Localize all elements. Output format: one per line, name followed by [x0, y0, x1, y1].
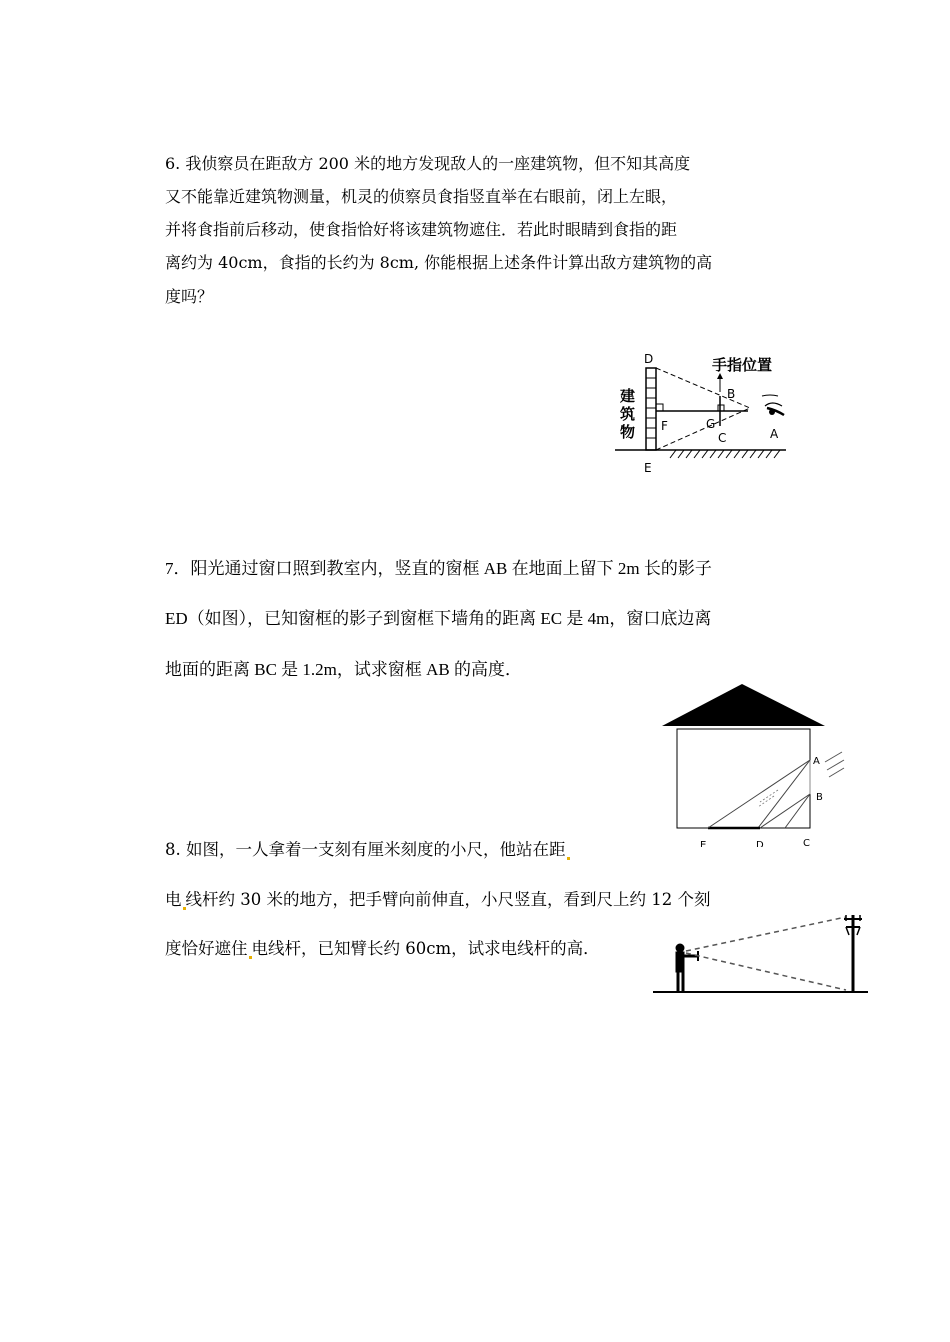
q8-line-2-text: 线杆约 30 米的地方，把手臂向前伸直，小尺竖直，看到尺上约 12 个刻 [185, 890, 711, 909]
q8-line-3 [165, 935, 600, 959]
q8-line-1 [165, 836, 570, 860]
sight-line-top [656, 368, 750, 408]
label-c: C [718, 431, 727, 445]
sight-line-bottom [656, 408, 750, 450]
q6-line-2: 又不能靠近建筑物测量，机灵的侦察员食指竖直举在右眼前，闭上左眼， [165, 187, 678, 206]
label-c: C [803, 838, 810, 847]
q8-line-2-start: 电 [165, 890, 182, 909]
q8-line-3-start: 度恰好遮住 [165, 939, 248, 958]
label-a: A [813, 756, 820, 767]
eye-icon [762, 395, 784, 415]
q8-figure [650, 905, 870, 1000]
finger-label: 手指位置 [712, 356, 773, 374]
label-b: B [816, 792, 823, 803]
q7-line-3: 地面的距离 BC 是 1.2m，试求窗框 AB 的高度． [165, 660, 523, 679]
building-char-3: 物 [620, 423, 636, 441]
building-char-2: 筑 [620, 405, 636, 423]
q6-line-4: 离约为 40cm，食指的长约为 8cm, 你能根据上述条件计算出敌方建筑物的高 [165, 253, 713, 272]
q6-line-1: 6. 我侦察员在距敌方 200 米的地方发现敌人的一座建筑物，但不知其高度 [165, 154, 691, 173]
q8-line-3-text: 电线杆，已知臂长约 60cm，试求电线杆的高． [251, 939, 600, 958]
light-beam-bottom [785, 794, 810, 828]
q7-line-2: ED（如图），已知窗框的影子到窗框下墙角的距离 EC 是 4m，窗口底边离 [165, 609, 712, 628]
label-d: D [644, 352, 654, 366]
house-roof [662, 684, 825, 726]
label-e: E [644, 461, 652, 475]
label-g: G [706, 417, 716, 431]
q6-line-3: 并将食指前后移动，使食指恰好将该建筑物遮住．若此时眼睛到食指的距 [165, 220, 678, 239]
sight-line-bottom [686, 953, 846, 990]
label-f: F [661, 419, 668, 433]
q8-line-2 [165, 886, 710, 910]
utility-pole-icon [844, 915, 862, 992]
sight-line-top [686, 917, 846, 951]
q6-figure [610, 348, 800, 478]
q7-line-1: 7．阳光通过窗口照到教室内，竖直的窗框 AB 在地面上留下 2m 长的影子 [165, 559, 712, 578]
light-beam-top [758, 760, 810, 828]
q6-line-5: 度吗？ [165, 287, 214, 306]
label-a: A [770, 427, 779, 441]
label-e: E [700, 840, 707, 847]
label-b: B [727, 387, 736, 401]
label-d: D [756, 840, 764, 847]
q8-line-1-text: 8. 如图，一人拿着一支刻有厘米刻度的小尺，他站在距 [165, 840, 566, 859]
building-char-1: 建 [620, 387, 636, 405]
mark-dot [567, 857, 570, 860]
q7-figure [660, 682, 850, 847]
house-wall [677, 729, 810, 828]
